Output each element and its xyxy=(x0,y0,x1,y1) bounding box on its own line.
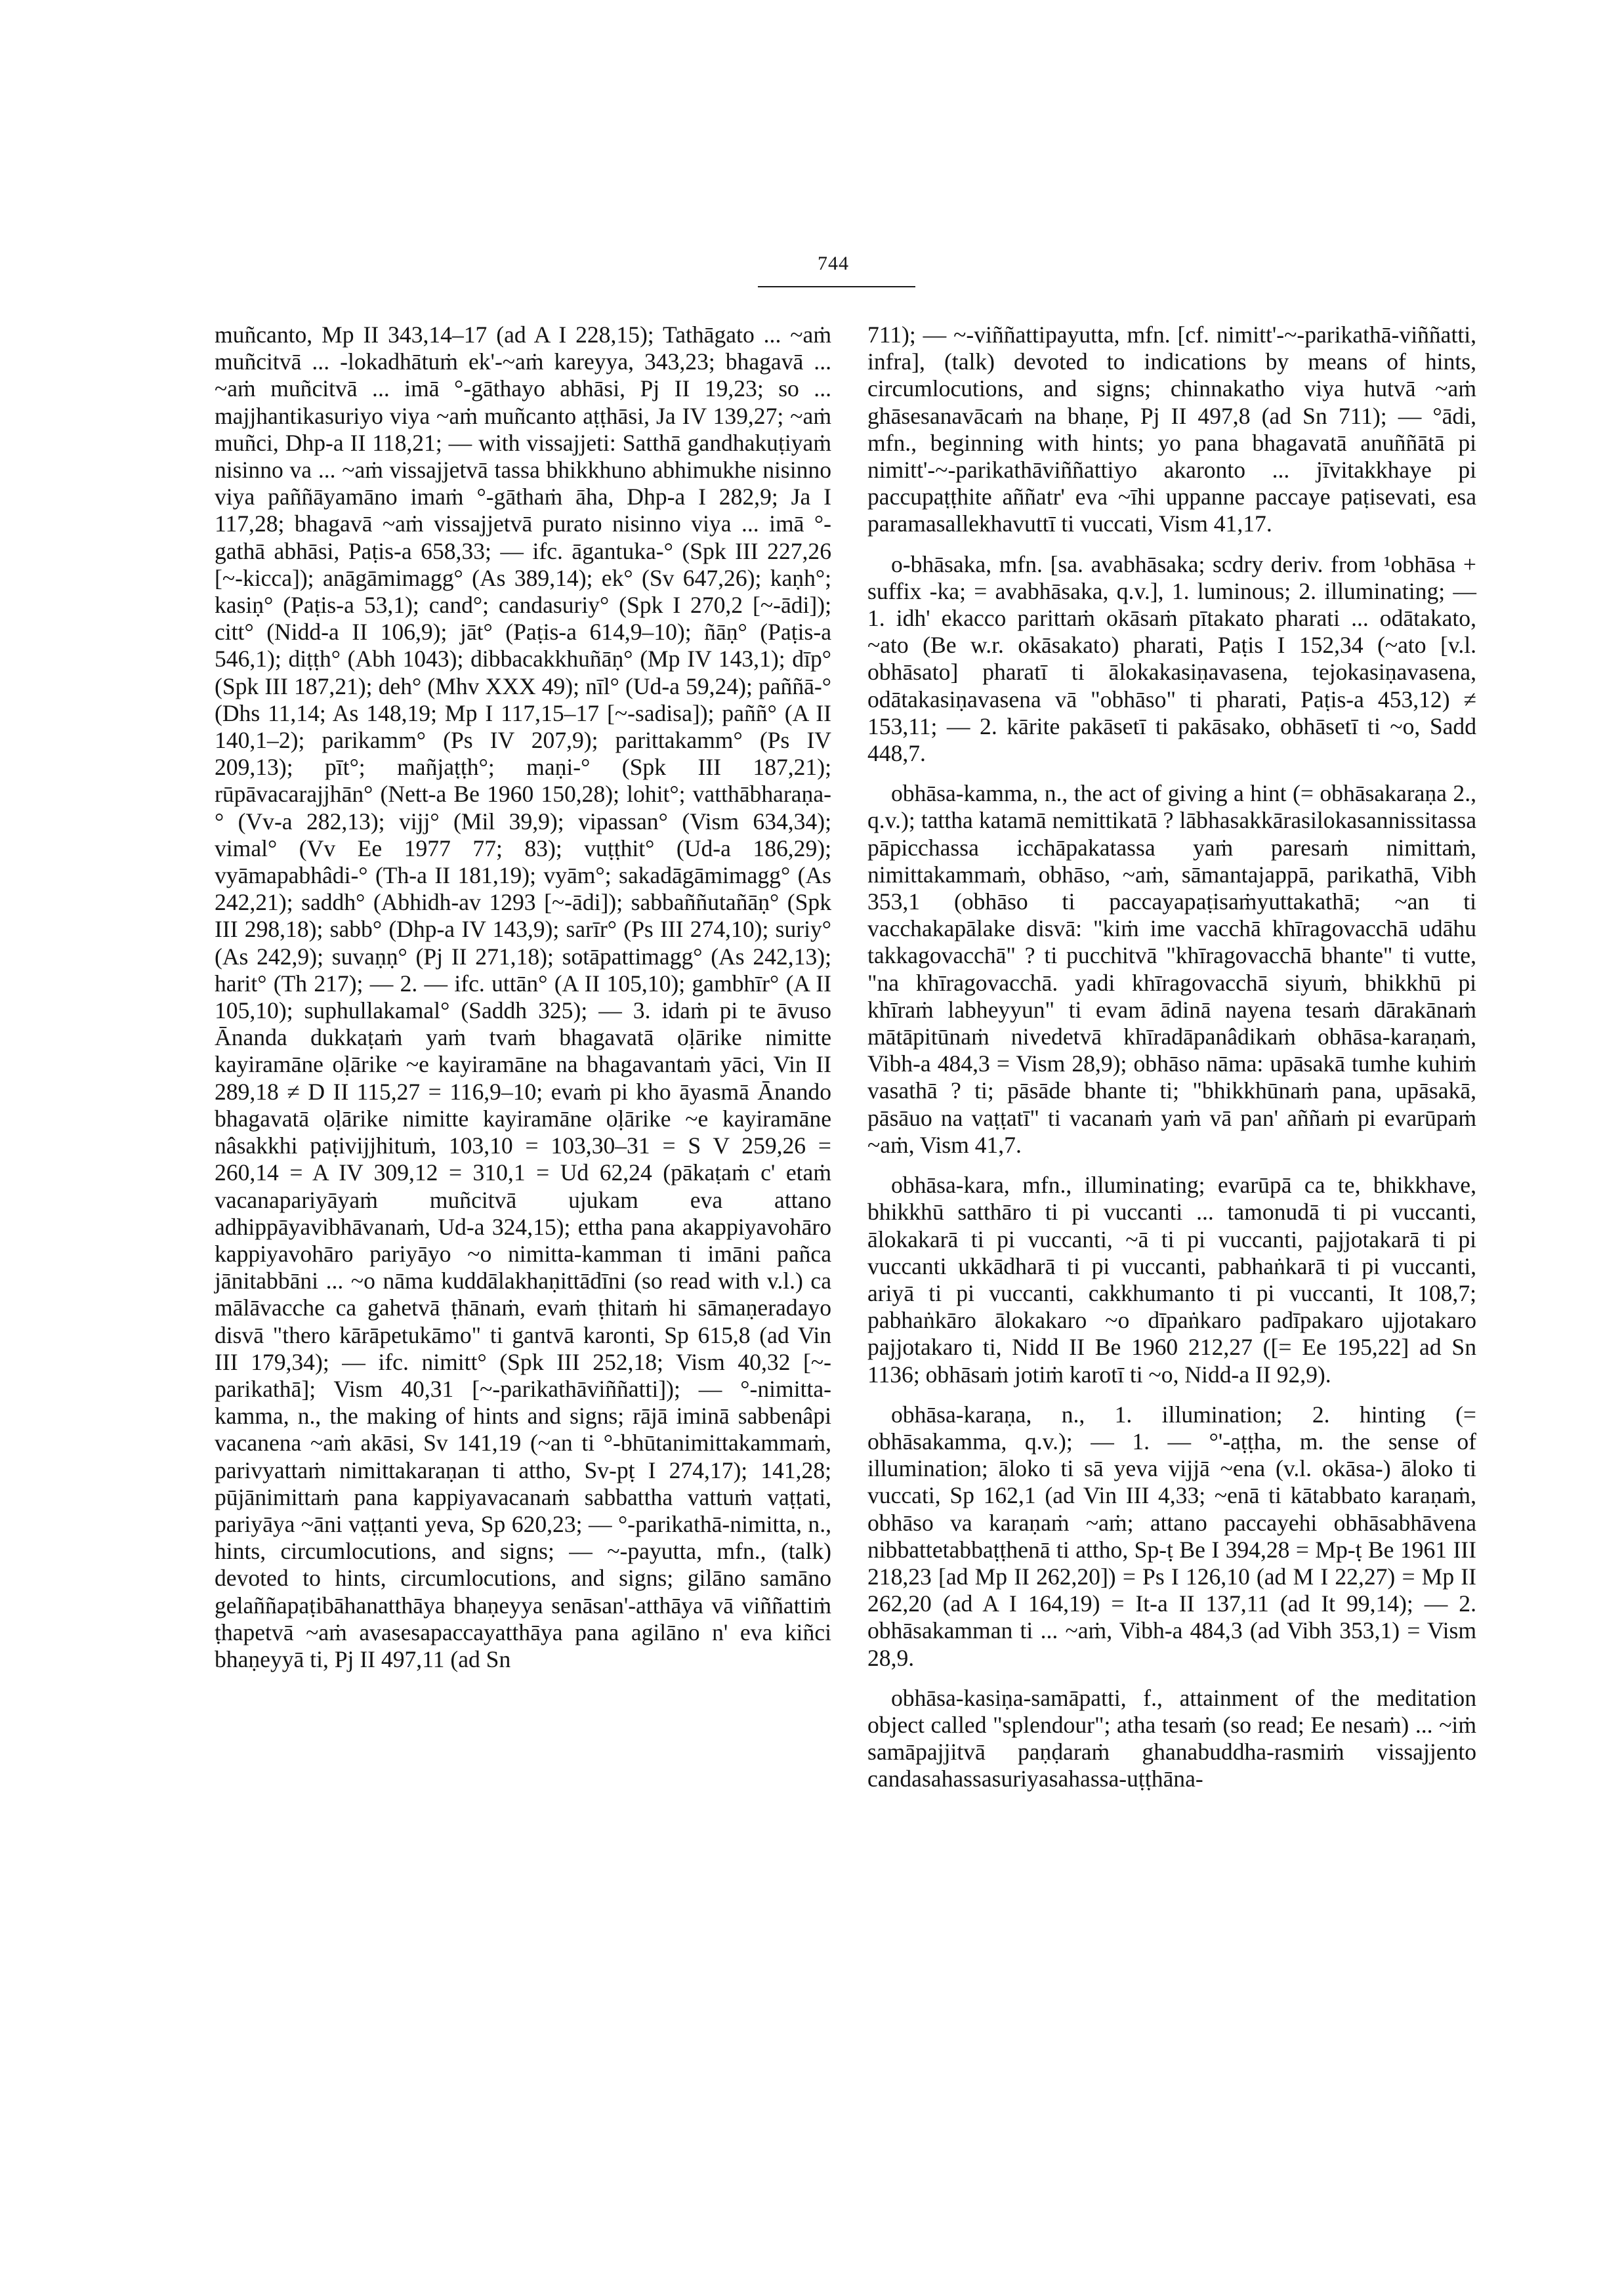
page-number: 744 xyxy=(818,253,849,274)
entry-obhasa-kamma: obhāsa-kamma, n., the act of giving a hint (= obhāsakaraṇa 2., q.v.); tattha katamā nemittikatā ? lābhasakkārasilokasannissitassa pāpicchassa icchāpakatassa yaṁ paresaṁ nimittaṁ, nimittakammaṁ, obhāso, ~aṁ, sāmantajappā, parikathā, Vibh 353,1 (obhāso ti paccayapaṭisaṁyuttakathā; ~an ti vacchakapālake disvā: "kiṁ ime vacchā khīragovacchā udāhu takkagovacchā" ? ti pucchitvā "khīragovacchā bhante" ti vutte, "na khīragovacchā. yadi khīragovacchā siyuṁ, bhikkhū pi khīraṁ labheyyun" ti evam ādinā nayena tesaṁ dārakānaṁ mātāpitūnaṁ nivedetvā khīradāpanâdikaṁ obhāsa-karaṇaṁ, Vibh-a 484,3 = Vism 28,9); obhāso nāma: upāsakā tumhe kuhiṁ vasathā ? ti; pāsāde bhante ti; "bhikkhūnaṁ pana, upāsakā, pāsāuo na vaṭṭatī" ti vacanaṁ yaṁ vā pan' aññaṁ pi evarūpaṁ ~aṁ, Vism 41,7. xyxy=(867,780,1476,1158)
entry-obhasa-kasina-samapatti: obhāsa-kasiṇa-samāpatti, f., attainment of the meditation object called "splendour"; atha tesaṁ (so read; Ee nesaṁ) ... ~iṁ samāpajjitvā paṇḍaraṁ ghanabuddha-rasmiṁ vissajjento candasahassasuriyasahassa-uṭṭhāna- xyxy=(867,1684,1476,1792)
page-number-rule xyxy=(758,286,915,287)
entry-obhasa-karana: obhāsa-karaṇa, n., 1. illumination; 2. hinting (= obhāsakamma, q.v.); — 1. — °'-aṭṭha, m. the sense of illumination; āloko ti sā yeva vijjā ~ena (v.l. okāsa-) āloko ti vuccati, Sp 162,1 (ad Vin III 4,33; ~enā ti kātabbato karaṇaṁ, obhāso va karaṇaṁ ~aṁ; attano paccayehi obhāsabhāvena nibbattetabbaṭṭhenā ti attho, Sp-ṭ Be I 394,28 = Mp-ṭ Be 1961 III 218,23 [ad Mp II 262,20]) = Ps I 126,10 (ad M I 22,27) = Mp II 262,20 (ad A I 164,19) = It-a II 137,11 (ad It 99,14); — 2. obhāsakamman ti ... ~aṁ, Vibh-a 484,3 (ad Vibh 353,1) = Vism 28,9. xyxy=(867,1401,1476,1671)
left-column xyxy=(215,321,831,1673)
entry-continuation-paragraph: 711); — ~-viññattipayutta, mfn. [cf. nimitt'-~-parikathā-viññatti, infra], (talk) devoted to indications by means of hints, circumlocutions, and signs; chinnakatho viya hutvā ~aṁ ghāsesanavācaṁ na bhaṇe, Pj II 497,8 (ad Sn 711); — °ādi, mfn., beginning with hints; yo pana bhagavatā anuññātā pi nimitt'-~-parikathāviññattiyo akaronto ... jīvitakkhaye pi paccupaṭṭhite aññatr' eva ~īhi uppanne paccaye paṭisevati, esa paramasallekhavuttī ti vuccati, Vism 41,17. xyxy=(867,321,1476,537)
right-column xyxy=(867,321,1476,1793)
entry-obhasaka: o-bhāsaka, mfn. [sa. avabhāsaka; scdry deriv. from ¹obhāsa + suffix -ka; = avabhāsaka, q.v.], 1. luminous; 2. illuminating; — 1. idh' ekacco parittaṁ okāsaṁ pītakato pharati ... odātakato, ~ato (Be w.r. okāsakato) pharati, Paṭis I 152,34 (~ato [v.l. obhāsato] pharatī ti ālokakasiṇavasena, tejokasiṇavasena, odātakasiṇavasena vā "obhāso" ti pharati, Paṭis-a 453,12) ≠ 153,11; — 2. kārite pakāsetī ti pakāsako, obhāsetī ti ~o, Sadd 448,7. xyxy=(867,550,1476,767)
entry-obhasa-kara: obhāsa-kara, mfn., illuminating; evarūpā ca te, bhikkhave, bhikkhū satthāro ti pi vuccanti ... tamonudā ti pi vuccanti, ālokakarā ti pi vuccanti, ~ā ti pi vuccanti, pajjotakarā ti pi vuccanti ukkādharā ti pi vuccanti, pabhaṅkarā ti pi vuccanti, ariyā ti pi vuccanti, cakkhumanto ti pi vuccanti, It 108,7; pabhaṅkāro ālokakaro ~o dīpaṅkaro padīpakaro ujjotakaro pajjotakaro ti, Nidd II Be 1960 212,27 ([= Ee 195,22] ad Sn 1136; obhāsaṁ jotiṁ karotī ti ~o, Nidd-a II 92,9). xyxy=(867,1172,1476,1388)
left-column-paragraph: muñcanto, Mp II 343,14–17 (ad A I 228,15); Tathāgato ... ~aṁ muñcitvā ... -lokadhātuṁ ek'-~aṁ kareyya, 343,23; bhagavā ... ~aṁ muñcitvā ... imā °-gāthayo abhāsi, Pj II 19,23; so ... majjhantikasuriyo viya ~aṁ muñcanto aṭṭhāsi, Ja IV 139,27; ~aṁ muñci, Dhp-a II 118,21; — with vissajjeti: Satthā gandhakuṭiyaṁ nisinno va ... ~aṁ vissajjetvā tassa bhikkhuno abhimukhe nisinno viya paññāyamāno imaṁ °-gāthaṁ āha, Dhp-a I 282,9; Ja I 117,28; bhagavā ~aṁ vissajjetvā purato nisinno viya ... imā °-gathā abhāsi, Paṭis-a 658,33; — ifc. āgantuka-° (Spk III 227,26 [~-kicca]); anāgāmimagg° (As 389,14); ek° (Sv 647,26); kaṇh°; kasiṇ° (Paṭis-a 53,1); cand°; candasuriy° (Spk I 270,2 [~-ādi]); citt° (Nidd-a II 106,9); jāt° (Paṭis-a 614,9–10); ñāṇ° (Paṭis-a 546,1); diṭṭh° (Abh 1043); dibbacakkhuñāṇ° (Mp IV 143,1); dīp° (Spk III 187,21); deh° (Mhv XXX 49); nīl° (Ud-a 59,24); paññā-° (Dhs 11,14; As 148,19; Mp I 117,15–17 [~-sadisa]); paññ° (A II 140,1–2); parikamm° (Ps IV 207,9); parittakamm° (Ps IV 209,13); pīt°; mañjaṭṭh°; maṇi-° (Spk III 187,21); rūpāvacarajjhān° (Nett-a Be 1960 150,28); lohit°; vatthābharaṇa-° (Vv-a 282,13); vijj° (Mil 39,9); vipassan° (Vism 634,34); vimal° (Vv Ee 1977 77; 83); vuṭṭhit° (Ud-a 186,29); vyāmapabhâdi-° (Th-a II 181,19); vyām°; sakadāgāmimagg° (As 242,21); saddh° (Abhidh-av 1293 [~-ādi]); sabbaññutañāṇ° (Spk III 298,18); sabb° (Dhp-a IV 143,9); sarīr° (Ps III 274,10); suriy° (As 242,9); suvaṇṇ° (Pj II 271,18); sotāpattimagg° (As 242,13); harit° (Th 217); — 2. — ifc. uttān° (A II 105,10); gambhīr° (A II 105,10); suphullakamal° (Saddh 325); — 3. idaṁ pi te āvuso Ānanda dukkaṭaṁ yaṁ tvaṁ bhagavatā oḷārike nimitte kayiramāne oḷārike ~e kayiramāne na bhagavantaṁ yāci, Vin II 289,18 ≠ D II 115,27 = 116,9–10; evaṁ pi kho āyasmā Ānando bhagavatā oḷārike nimitte kayiramāne oḷārike ~e kayiramāne nâsakkhi paṭivijjhituṁ, 103,10 = 103,30–31 = S V 259,26 = 260,14 = A IV 309,12 = 310,1 = Ud 62,24 (pākaṭaṁ c' etaṁ vacanapariyāyaṁ muñcitvā ujukam eva attano adhippāyavibhāvanaṁ, Ud-a 324,15); ettha pana akappiyavohāro kappiyavohāro pariyāyo ~o nimitta-kamman ti imāni pañca jānitabbāni ... ~o nāma kuddālakhaṇittādīni (so read with v.l.) ca mālāvacche ca gahetvā ṭhānaṁ, evaṁ ṭhitaṁ hi sāmaṇeradayo disvā "thero kārāpetukāmo" ti gantvā karonti, Sp 615,8 (ad Vin III 179,34); — ifc. nimitt° (Spk III 252,18; Vism 40,32 [~-parikathā]; Vism 40,31 [~-parikathāviññatti]); — °-nimitta-kamma, n., the making of hints and signs; rājā iminā sabbenâpi vacanena ~aṁ akāsi, Sv 141,19 (~an ti °-bhūtanimittakammaṁ, parivyattaṁ nimittakaraṇan ti attho, Sv-pṭ I 274,17); 141,28; pūjānimittaṁ pana kappiyavacanaṁ sabbattha vattuṁ vaṭṭati, pariyāya ~āni vaṭṭanti yeva, Sp 620,23; — °-parikathā-nimitta, n., hints, circumlocutions, and signs; — ~-payutta, mfn., (talk) devoted to hints, circumlocutions, and signs; gilāno samāno gelaññapaṭibāhanatthāya bhaṇeyya senāsan'-atthāya vā viññattiṁ ṭhapetvā ~aṁ avasesapaccayatthāya pana agilāno n' eva kiñci bhaṇeyyā ti, Pj II 497,11 (ad Sn xyxy=(215,321,831,1672)
